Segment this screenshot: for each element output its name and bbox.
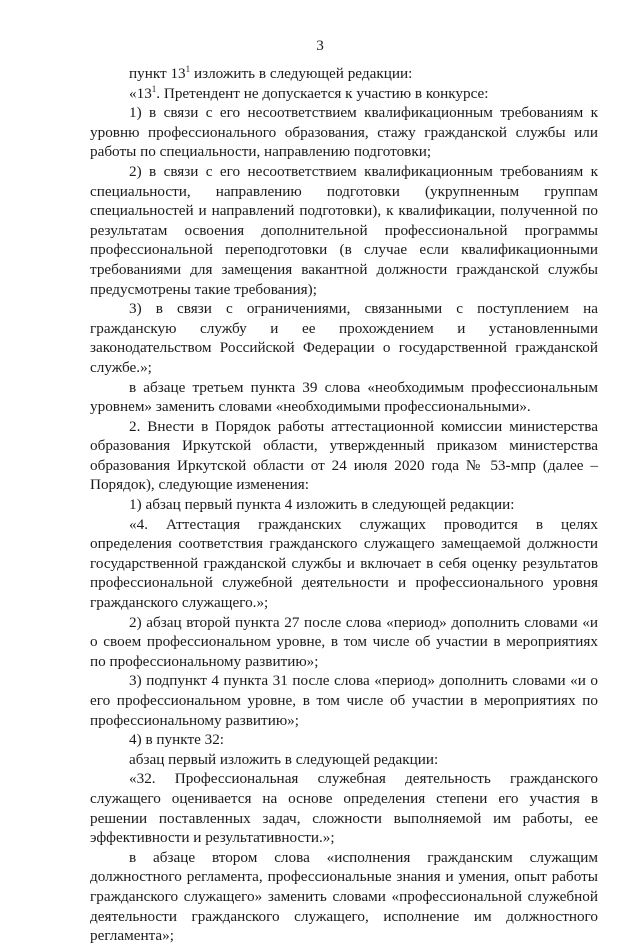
paragraph-text: «13 — [129, 84, 152, 102]
paragraph: в абзаце третьем пункта 39 слова «необходимым профессиональным уровнем» заменить словами «необходимыми профессиональными». — [90, 378, 598, 416]
paragraph: 2) абзац второй пункта 27 после слова «период» дополнить словами «и о своем профессиональном уровне, в том числе об участии в мероприятиях по профессиональному развитию»; — [90, 613, 598, 670]
paragraph: 1) абзац первый пункта 4 изложить в следующей редакции: — [129, 496, 515, 514]
paragraph: абзац первый изложить в следующей редакции: — [129, 750, 439, 768]
paragraph: «32. Профессиональная служебная деятельность гражданского служащего оценивается на основе определения степени его участия в решении поставленных задач, сложности выполняемой им работы, ее эффективности и результативности.»; — [90, 770, 598, 847]
paragraph: в абзаце втором слова «исполнения гражданским служащим должностного регламента, профессиональные знания и умения, опыт работы гражданского служащего» заменить словами «профессиональной служебной деятельности гражданского служащего, исполнение им должностного регламента»; — [90, 848, 598, 945]
paragraph: 2) в связи с его несоответствием квалификационным требованиям к специальности, направлению подготовки (укрупненным группам специальностей и направлений подготовки), к квалификации, полученной по результатам освоения дополнительной профессиональной программы профессиональной переподготовки (в случае если квалификационными требованиями для замещения вакантной должности гражданской службы предусмотрены такие требования); — [90, 162, 598, 298]
paragraph: 3) подпункт 4 пункта 31 после слова «период» дополнить словами «и о его профессиональном уровне, в том числе об участии в мероприятиях по профессиональному развитию»; — [90, 672, 598, 729]
paragraph: 3) в связи с ограничениями, связанными с поступлением на гражданскую службу и ее прохождением и установленными законодательством Российской Федерации о государственной гражданской службе.»; — [90, 300, 598, 376]
superscript: 1 — [185, 64, 191, 74]
paragraph: 4) в пункте 32: — [129, 731, 225, 749]
paragraph-intro — [90, 64, 598, 84]
paragraph-text: пункт 13 — [129, 65, 186, 82]
paragraph: 2. Внести в Порядок работы аттестационной комиссии министерства образования Иркутской области, утвержденный приказом министерства образования Иркутской области от 24 июля 2020 года № 53-мпр (далее – Порядок), следующие изменения: — [90, 417, 598, 494]
superscript: 1 — [151, 83, 157, 94]
paragraph: «4. Аттестация гражданских служащих проводится в целях определения соответствия гражданского служащего замещаемой должности государственной гражданской службы и включает в себя оценку результатов профессиональной служебной деятельности и профессионального уровня гражданского служащего.»; — [90, 515, 598, 612]
paragraph: 1) в связи с его несоответствием квалификационным требованиям к уровню профессионального образования, стажу гражданской службы или работы по специальности, направлению подготовки; — [90, 104, 598, 161]
paragraph-text: изложить в следующей редакции: — [190, 65, 413, 82]
document-body — [90, 64, 598, 946]
paragraph-quote-start — [90, 84, 598, 104]
paragraph-text: . Претендент не допускается к участию в конкурсе: — [156, 84, 489, 102]
page-number: 3 — [316, 37, 324, 54]
